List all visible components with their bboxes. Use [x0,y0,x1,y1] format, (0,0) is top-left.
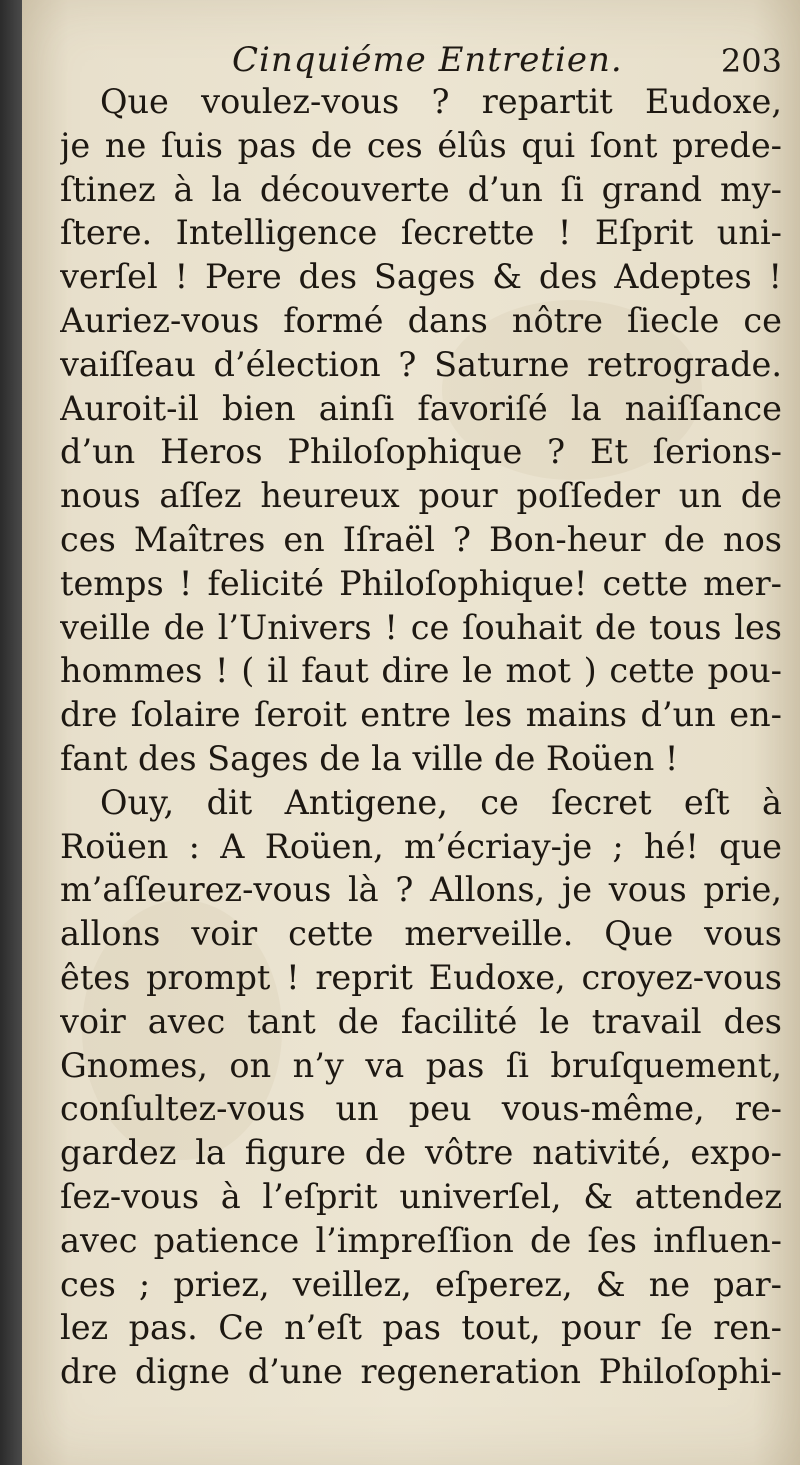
text-line: voir avec tant de facilité le travail des [60,1001,782,1041]
text-line: dre digne d’une regeneration Philoſophi- [60,1352,782,1392]
text-line: allons voir cette merveille. Que vous [60,914,782,954]
text-line: ſtere. Intelligence ſecrette ! Eſprit uni- [60,213,782,253]
text-line: Que voulez-vous ? repartit Eudoxe, [100,82,782,121]
text-line: Ouy, dit Antigene, ce ſecret eſt à [100,782,782,822]
text-line: Gnomes, on n’y va pas ſi bruſquement, [60,1045,782,1085]
text-line: dre ſolaire ſeroit entre les mains d’un en- [60,695,782,735]
text-line: d’un Heros Philoſophique ? Et ſerions- [60,432,782,472]
running-head: Cinquiéme Entretien. [232,40,623,80]
text-line: lez pas. Ce n’eſt pas tout, pour ſe ren- [60,1308,782,1348]
text-line: conſultez-vous un peu vous-même, re- [60,1089,782,1129]
text-line: Auriez-vous formé dans nôtre ſiecle ce [60,300,782,340]
text-line: avec patience l’impreſſion de ſes influen- [60,1220,782,1260]
text-line: ſtinez à la découverte d’un ſi grand my- [60,169,782,209]
text-line: m’aſſeurez-vous là ? Allons, je vous prie, [60,870,782,910]
text-line: ces Maîtres en Iſraël ? Bon-heur de nos [60,519,782,559]
text-line: verſel ! Pere des Sages & des Adeptes ! [60,257,782,297]
text-line: nous aſſez heureux pour poſſeder un de [60,476,782,516]
text-line: ces ; priez, veillez, eſperez, & ne par- [60,1264,782,1304]
text-line: gardez la figure de vôtre nativité, expo- [60,1133,782,1173]
binding-edge [0,0,22,1465]
page-number: 203 [720,42,782,80]
text-line: je ne ſuis pas de ces élûs qui ſont prede- [60,125,782,165]
book-page [22,0,800,1465]
text-line: veille de l’Univers ! ce ſouhait de tous les [60,607,782,647]
text-line: ſez-vous à l’eſprit univerſel, & attendez [60,1176,782,1216]
text-line: Roüen : A Roüen, m’écriay-je ; hé! que [60,826,782,866]
text-line: vaiſſeau d’élection ? Saturne retrograde. [60,344,782,384]
text-line: êtes prompt ! reprit Eudoxe, croyez-vous [60,957,782,997]
text-line: temps ! felicité Philoſophique! cette mer- [60,563,782,603]
text-line: Auroit-il bien ainſi favoriſé la naiſſance [60,388,782,428]
text-line: hommes ! ( il faut dire le mot ) cette pou- [60,651,782,691]
text-line: fant des Sages de la ville de Roüen ! [60,738,679,778]
body-text [60,80,782,1394]
